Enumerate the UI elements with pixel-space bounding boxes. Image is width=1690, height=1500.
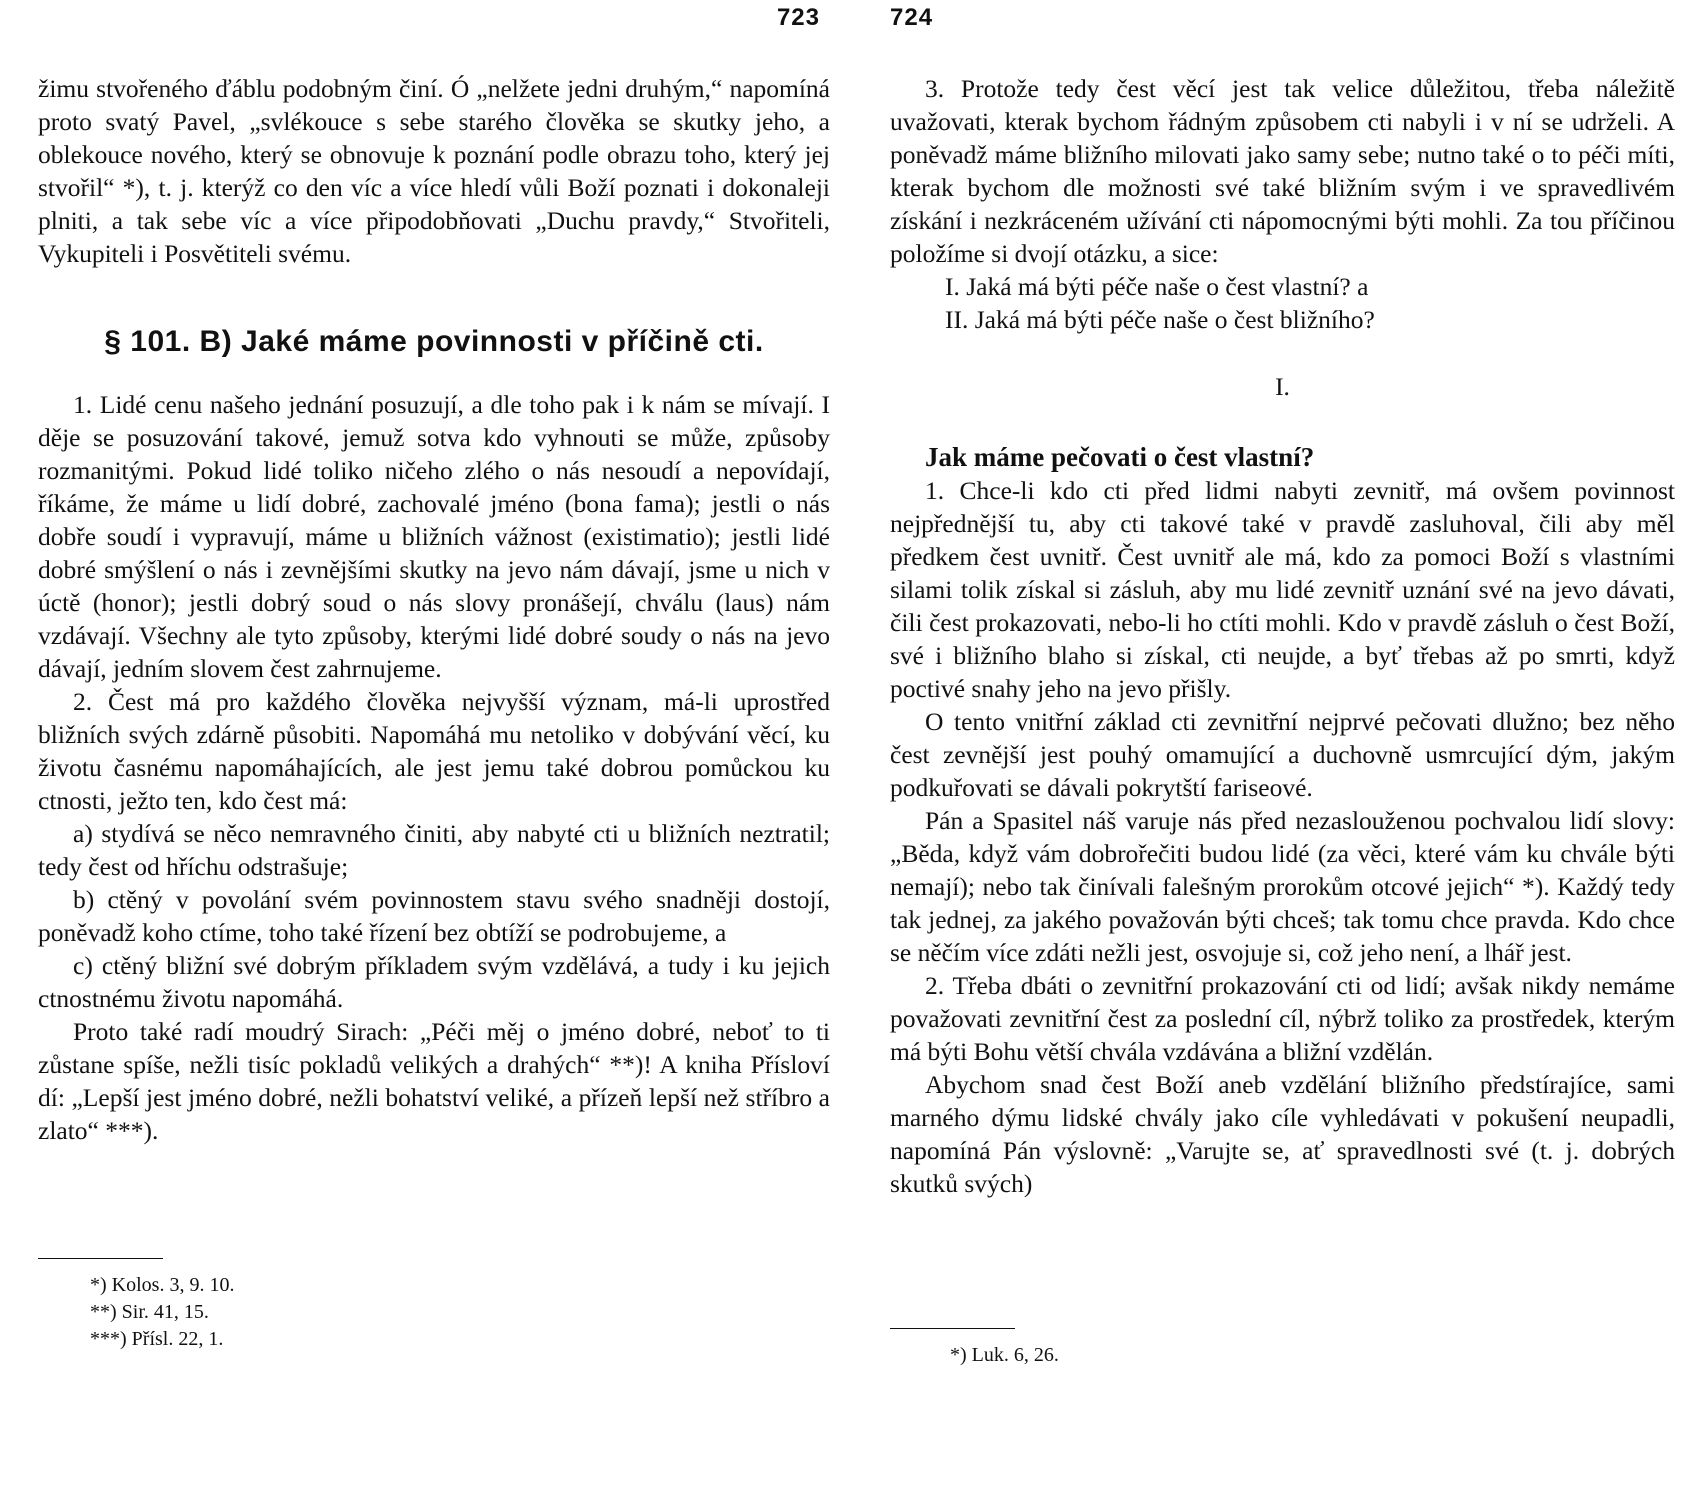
paragraph-3: 3. Protože tedy čest věcí jest tak velice důležitou, třeba náležitě uvažovati, kterak bychom řádným způsobem cti nabyli i v ní se udrželi. A poněvadž máme bližního milovati jako samy sebe; nutno také o to péči míti, kterak bychom dle možnosti své také bližním svým i ve spravedlivém získání i nezkráceném užívání cti nápomocnými býti mohli. Za tou příčinou položíme si dvojí otázku, a sice: (890, 74, 1675, 268)
list-item-c: c) ctěný bližní své dobrým příkladem svým vzdělává, a tudy i ku jejich ctnostnému životu napomáhá. (38, 951, 830, 1013)
footnote: *) Luk. 6, 26. (950, 1344, 1059, 1366)
page-number: 724 (890, 4, 934, 31)
list-item-a: a) stydívá se něco nemravného činiti, aby nabyté cti u bližních neztratil; tedy čest od hříchu odstrašuje; (38, 819, 830, 881)
paragraph-pan: Pán a Spasitel náš varuje nás před nezaslouženou pochvalou lidí slovy: „Běda, když vám dobrořečiti budou lidé (za věci, které vám ku chvále býti nemají); nebo tak činívali falešným prorokům otcové jejich“ *). Každý tedy tak jednej, za jakého považován býti chceš; tak tomu chce pravda. Kdo chce se něčím více zdáti nežli jest, osvojuje si, což jeho není, a lhář jest. (890, 806, 1675, 967)
footnotes (950, 1342, 1059, 1369)
paragraph-1: 1. Chce-li kdo cti před lidmi nabyti zevnitř, má ovšem povinnost nejpřednější tu, aby cti takové také v pravdě zasluhoval, čili aby měl předkem čest uvnitř. Čest uvnitř ale má, kdo za pomoci Boží s vlastními silami tolik získal si zásluh, aby mu lidé zevnitř uznání své na jevo dávati, čili čest prokazovati, nebo-li ho ctíti mohli. Kdo v pravdě zásluh o čest Boží, své i bližního blaho si získal, cti neujde, a byť třebas až po smrti, když poctivé snahy jeho na jevo přišly. (890, 476, 1675, 703)
paragraph-1: 1. Lidé cenu našeho jednání posuzují, a dle toho pak i k nám se mívají. I děje se posuzování takové, jemuž sotva kdo vyhnouti se může, způsoby rozmanitými. Pokud lidé toliko ničeho zlého o nás nesoudí a nepovídají, říkáme, že máme u lidí dobré, zachovalé jméno (bona fama); jestli o nás dobře soudí i vypravují, máme u bližních vážnost (existimatio); jestli lidé dobré smýšlení o nás i zevnějšími skutky na jevo nám dávají, jsme u nich v úctě (honor); jestli dobrý soud o nás slovy pronášejí, chválu (laus) nám vzdávají. Všechny ale tyto způsoby, kterými lidé dobré soudy o nás na jevo dávají, jedním slovem čest zahrnujeme. (38, 390, 830, 683)
footnote-rule (38, 1258, 163, 1259)
left-page (30, 0, 830, 1500)
page-number: 723 (776, 4, 820, 31)
question-1: I. Jaká má býti péče naše o čest vlastní? a (945, 272, 1369, 301)
sub-heading: Jak máme pečovati o čest vlastní? (925, 442, 1315, 472)
right-page (885, 0, 1675, 1500)
paragraph-2: 2. Třeba dbáti o zevnitřní prokazování cti od lidí; avšak nikdy nemáme považovati zevnitřní čest za poslední cíl, nýbrž toliko za prostředek, kterým má býti Bohu větší chvála vzdávána a bližní vzdělán. (890, 971, 1675, 1066)
paragraph-1b: O tento vnitřní základ cti zevnitřní nejprvé pečovati dlužno; bez něho čest zevnější jest pouhý omamující a duchovně usmrcující dým, jakým podkuřovati se dávali pokrytští fariseové. (890, 707, 1675, 802)
footnote: *) Kolos. 3, 9. 10. (90, 1274, 235, 1296)
list-item-b: b) ctěný v povolání svém povinnostem stavu svého snadněji dostojí, poněvadž koho ctíme, toho také řízení bez obtíží se podrobujeme, a (38, 885, 830, 947)
question-2: II. Jaká má býti péče naše o čest bližního? (945, 305, 1375, 334)
footnote: ***) Přísl. 22, 1. (90, 1328, 224, 1350)
section-heading: § 101. B) Jaké máme povinnosti v příčině cti. (104, 325, 764, 358)
paragraph-continuation: žimu stvořeného ďáblu podobným činí. Ó „nelžete jedni druhým,“ napomíná proto svatý Pavel, „svlékouce s sebe starého člověka se skutky jeho, a oblekouce nového, který se obnovuje k poznání podle obrazu toho, který jej stvořil“ *), t. j. kterýž co den víc a více hledí vůli Boží poznati i dokonaleji plniti, a tak sebe víc a více připodobňovati „Duchu pravdy,“ Stvořiteli, Vykupiteli i Posvětiteli svému. (38, 74, 830, 268)
section-number: I. (1275, 372, 1290, 401)
right-page-body (890, 72, 1675, 1200)
paragraph-2: 2. Čest má pro každého člověka nejvyšší význam, má-li uprostřed bližních svých zdárně působiti. Napomáhá mu netoliko v dobývání věcí, ku životu časnému napomáhajících, ale jest jemu také dobrou pomůckou ku ctnosti, ježto ten, kdo čest má: (38, 687, 830, 815)
paragraph-3: Proto také radí moudrý Sirach: „Péči měj o jméno dobré, neboť to ti zůstane spíše, nežli tisíc pokladů velikých a drahých“ **)! A kniha Přísloví dí: „Lepší jest jméno dobré, nežli bohatství veliké, a přízeň lepší než stříbro a zlato“ ***). (38, 1017, 830, 1145)
footnotes (90, 1272, 234, 1353)
paragraph-last: Abychom snad čest Boží aneb vzdělání bližního předstírajíce, sami marného dýmu lidské chvály jako cíle vyhledávati v pokušení neupadli, napomíná Pán výslovně: „Varujte se, ať spravedlnosti své (t. j. dobrých skutků svých) (890, 1070, 1675, 1198)
left-page-body (38, 72, 830, 1147)
footnote: **) Sir. 41, 15. (90, 1301, 209, 1323)
footnote-rule (890, 1328, 1015, 1329)
